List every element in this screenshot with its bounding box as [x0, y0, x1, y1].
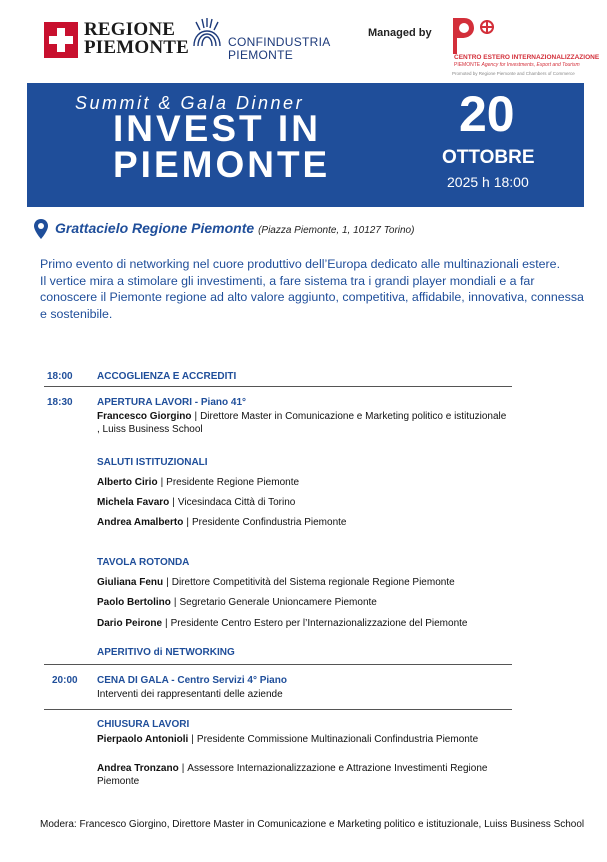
intro-paragraph-2: Il vertice mira a stimolare gli investimenti, a fare sistema tra i grandi player mondiali e a far conoscere il Piemonte regione ad alto valore aggiunto, competitiva, affidabile, innovativa, connessa e sostenibile. [40, 273, 584, 321]
cena-description: Interventi dei rappresentanti delle aziende [97, 689, 283, 700]
separator: | [181, 763, 185, 774]
divider [44, 386, 512, 387]
ceip-title: CENTRO ESTERO INTERNAZIONALIZZAZIONE [454, 54, 600, 61]
speaker-name: Francesco Giorgino [97, 411, 192, 422]
regione-logo-line1: REGIONE [84, 19, 176, 40]
ceip-p-icon [450, 14, 476, 56]
speaker-name: Dario Peirone [97, 618, 163, 629]
confindustria-logo [190, 16, 340, 66]
tavola-title: TAVOLA ROTONDA [97, 557, 190, 568]
ceip-promoted: Promoted by Regione Piemonte and Chambers of Commerce [452, 71, 575, 76]
saluti-row [97, 476, 517, 489]
venue [55, 220, 414, 236]
separator: | [191, 734, 194, 745]
speaker-name: Pierpaolo Antonioli [97, 734, 189, 745]
separator: | [194, 411, 198, 422]
speaker-name: Andrea Amalberto [97, 517, 184, 528]
confind-logo-line1: CONFINDUSTRIA [228, 35, 331, 49]
ceip-tagline: Agency for Investments, Export and Tourism [481, 62, 580, 68]
speaker-role: Presidente Commissione Multinazionali Confindustria Piemonte [196, 734, 479, 745]
divider [44, 664, 512, 665]
confind-logo-line2: PIEMONTE [228, 48, 294, 62]
banner-subtitle: Summit & Gala Dinner [75, 93, 305, 113]
separator: | [186, 517, 189, 528]
speaker-role: Vicesindaca Città di Torino [177, 497, 296, 508]
separator: | [160, 477, 164, 488]
separator: | [166, 577, 169, 588]
globe-icon [480, 20, 494, 34]
confindustria-emblem-icon [190, 16, 224, 50]
aperitivo-title: APERITIVO di NETWORKING [97, 647, 235, 658]
speaker-role: Presidente Confindustria Piemonte [191, 517, 347, 528]
divider [44, 709, 512, 710]
event-year-time: 2025 h 18:00 [447, 174, 529, 190]
saluti-title: SALUTI ISTITUZIONALI [97, 457, 208, 468]
regione-logo-line2: PIEMONTE [84, 37, 190, 58]
cena-title: CENA DI GALA - Centro Servizi 4° Piano [97, 675, 287, 686]
speaker-name: Giuliana Fenu [97, 577, 164, 588]
speaker-name: Michela Favaro [97, 497, 170, 508]
time-1830: 18:30 [47, 397, 73, 408]
ceip-region: PIEMONTE [454, 62, 481, 68]
chiusura-row [97, 762, 497, 788]
event-month: OTTOBRE [442, 147, 535, 168]
separator: | [172, 497, 175, 508]
venue-address: (Piazza Piemonte, 1, 10127 Torino) [258, 225, 415, 236]
saluti-row [97, 516, 517, 529]
speaker-role: Presidente Regione Piemonte [166, 477, 300, 488]
event-banner [27, 83, 584, 207]
venue-name: Grattacielo Regione Piemonte [55, 220, 255, 236]
time-1800: 18:00 [47, 371, 73, 382]
moderator-note: Modera: Francesco Giorgino, Direttore Master in Comunicazione e Marketing politico e istituzionale, Luiss Business School [40, 819, 585, 830]
separator: | [165, 618, 168, 629]
chiusura-title: CHIUSURA LAVORI [97, 719, 190, 730]
event-day: 20 [459, 86, 515, 142]
speaker-name: Alberto Cirio [97, 477, 158, 488]
speaker-name: Andrea Tronzano [97, 763, 179, 774]
regione-piemonte-logo [44, 19, 190, 60]
speaker-role: Segretario Generale Unioncamere Piemonte [179, 597, 377, 608]
intro-paragraph-1: Primo evento di networking nel cuore produttivo dell’Europa dedicato alle multinazionali estere. [40, 257, 561, 271]
separator: | [173, 597, 177, 608]
speaker-role: Presidente Centro Estero per l’Internazionalizzazione del Piemonte [170, 618, 468, 629]
location-pin-icon [33, 218, 49, 240]
piemonte-flag-icon [44, 22, 78, 58]
banner-title-line2: PIEMONTE [113, 144, 331, 185]
time-2000: 20:00 [52, 675, 78, 686]
managed-by-label: Managed by [368, 27, 432, 39]
ceip-logo [450, 14, 600, 79]
speaker-role: Direttore Master in Comunicazione e Marketing politico e istituzionale , Luiss Business School [97, 411, 507, 435]
tavola-row [97, 617, 527, 630]
tavola-row [97, 596, 527, 609]
saluti-row [97, 496, 517, 509]
speaker-name: Paolo Bertolino [97, 597, 171, 608]
apertura-speaker [97, 410, 507, 436]
chiusura-row [97, 733, 497, 746]
tavola-row [97, 576, 527, 589]
speaker-role: Assessore Internazionalizzazione e Attrazione Investimenti Regione Piemonte [97, 763, 488, 787]
banner-title-line1: INVEST IN [113, 108, 321, 149]
speaker-role: Direttore Competitività del Sistema regionale Regione Piemonte [171, 577, 455, 588]
intro-text [40, 256, 585, 322]
apertura-title: APERTURA LAVORI - Piano 41° [97, 397, 247, 408]
accoglienza-title: ACCOGLIENZA E ACCREDITI [97, 371, 237, 382]
